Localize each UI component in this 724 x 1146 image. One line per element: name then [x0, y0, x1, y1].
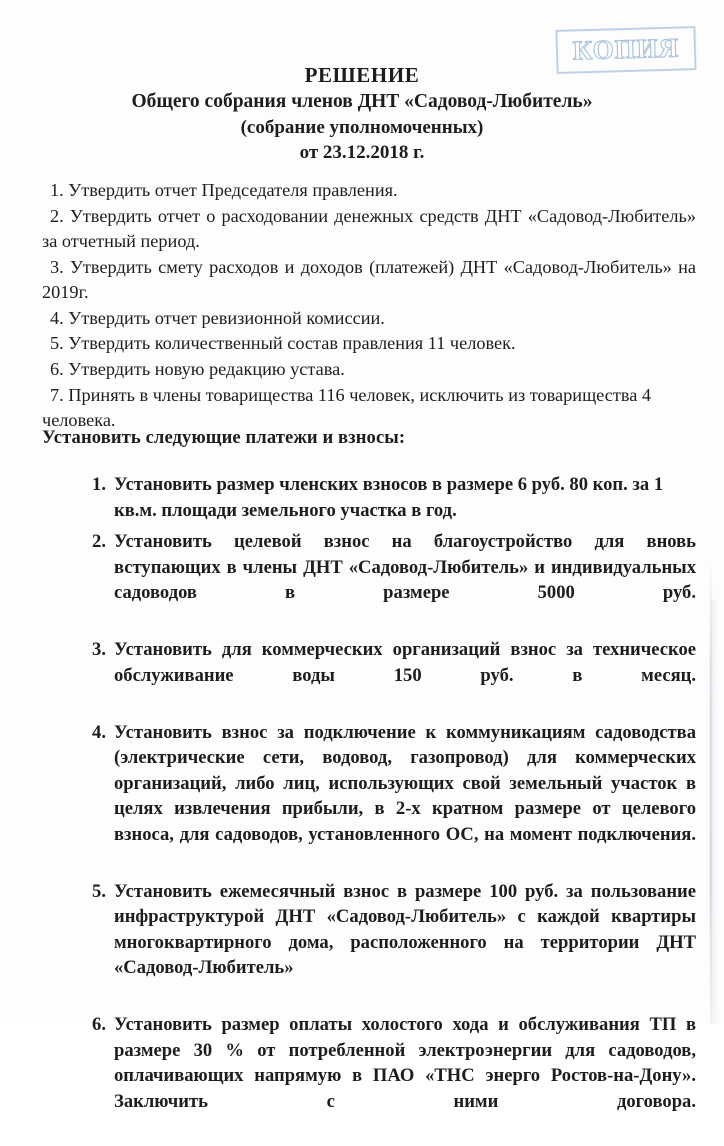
payments-list [88, 472, 696, 1146]
payment-item [88, 879, 696, 1007]
resolutions-list [42, 178, 696, 434]
payment-item-number: 4. [92, 721, 106, 743]
payment-item-text: Установить размер членских взносов в размере 6 руб. 80 коп. за 1 кв.м. площади земельного участка в год. [114, 474, 664, 521]
payment-item [88, 1012, 696, 1140]
payment-item-number: 3. [92, 639, 106, 660]
payment-item-number: 6. [92, 1014, 106, 1035]
resolution-item: 5. Утвердить количественный состав правления 11 человек. [50, 333, 516, 354]
payment-item-number: 1. [92, 474, 106, 495]
document-subtitle-meeting-type: (собрание уполномоченных) [240, 117, 484, 138]
payment-item [88, 472, 696, 523]
copy-stamp-label: КОПИЯ [572, 32, 680, 65]
resolution-item: 7. Принять в члены товарищества 116 человек, исключить из товарищества 4 человека. [42, 384, 652, 430]
resolution-item: 2. Утвердить отчет о расходовании денежных средств ДНТ «Садовод-Любитель» за отчетный период. [42, 205, 696, 251]
payment-item-text: Установить для коммерческих организаций взнос за техническое обслуживание воды 150 руб. в месяц. [114, 639, 696, 686]
payment-item-text: Установить целевой взнос на благоустройство для вновь вступающих в члены ДНТ «Садовод-Любитель» и индивидуальных садоводов в размере 5000 руб. [114, 531, 696, 603]
document-subtitle-organization: Общего собрания членов ДНТ «Садовод-Любитель» [131, 91, 593, 112]
resolution-item: 6. Утвердить новую редакцию устава. [50, 358, 345, 379]
resolution-item: 1. Утвердить отчет Председателя правления. [50, 180, 398, 200]
payment-item-text: Установить взнос за подключение к коммуникациям садоводства (электрические сети, водовод, газопровод) для коммерческих организаций, либо лиц, использующих свой земельный участок в целях извлечения прибыли, в 2-х кратном размере от целевого взноса, для садоводов, установленного ОС, на момент подключения. [114, 721, 696, 845]
document-title: РЕШЕНИЕ [304, 63, 420, 87]
title-block [0, 62, 724, 165]
resolution-item: 3. Утвердить смету расходов и доходов (платежей) ДНТ «Садовод-Любитель» на 2019г. [42, 256, 696, 302]
payment-item-text: Установить размер оплаты холостого хода и обслуживания ТП в размере 30 % от потребленной электроэнергии для садоводов, оплачивающих напрямую в ПАО «ТНС энерго Ростов-на-Дону». Заключить с ними договора. [114, 1014, 696, 1112]
resolution-item: 4. Утвердить отчет ревизионной комиссии. [50, 307, 385, 328]
payment-item-number: 2. [92, 531, 106, 552]
payments-section-heading: Установить следующие платежи и взносы: [42, 427, 406, 448]
payment-item-text: Установить ежемесячный взнос в размере 100 руб. за пользование инфраструктурой ДНТ «Садовод-Любитель» с каждой квартиры многоквартирного дома, расположенного на территории ДНТ «Садовод-Любитель» [114, 880, 696, 978]
document-date: от 23.12.2018 г. [299, 142, 425, 163]
payment-item [88, 529, 696, 631]
payment-item [88, 637, 696, 714]
page-edge-gradient [711, 600, 724, 1024]
payment-item-number: 5. [92, 880, 106, 902]
payment-item [88, 720, 696, 873]
